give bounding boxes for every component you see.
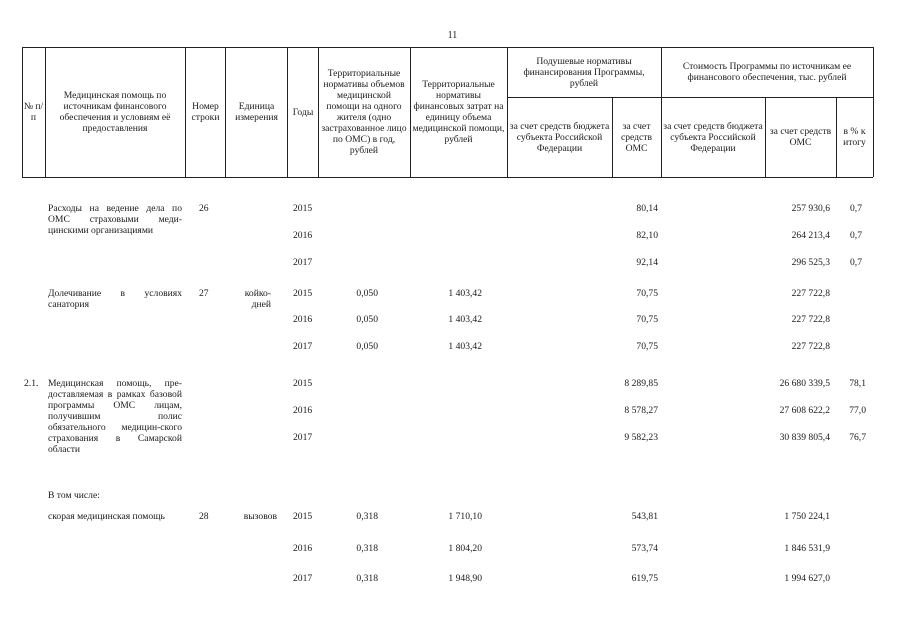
cost-pct: 78,1: [849, 378, 866, 389]
unit: вызовов: [243, 511, 277, 522]
row-number: 27: [199, 288, 209, 299]
per-capita-oms: 8 578,27: [624, 405, 658, 416]
cost-pct: 77,0: [849, 405, 866, 416]
cost-pct: 0,7: [850, 203, 862, 214]
cost-oms: 296 525,3: [791, 257, 830, 268]
year: 2016: [293, 543, 313, 554]
unit: койко-дней: [244, 288, 271, 310]
year: 2015: [293, 288, 313, 299]
header-cost-group: Стоимость Программы по источникам ее финансового обеспечения, тыс. рублей: [682, 61, 852, 83]
header-row-number: Номер строки: [191, 101, 220, 123]
header-cost-pct: в % к итогу: [843, 126, 866, 148]
year: 2015: [293, 511, 313, 522]
cost-oms: 227 722,8: [791, 314, 830, 325]
cost-oms: 1 750 224,1: [784, 511, 830, 522]
year: 2017: [293, 341, 313, 352]
cost-oms: 27 608 622,2: [779, 405, 830, 416]
norm-cost: 1 403,42: [448, 314, 482, 325]
norm-volume: 0,318: [356, 573, 378, 584]
norm-volume: 0,050: [356, 341, 378, 352]
year: 2017: [293, 257, 313, 268]
year: 2017: [293, 573, 313, 584]
header-num: № п/п: [23, 101, 44, 123]
per-capita-oms: 92,14: [636, 257, 658, 268]
header-per-capita-oms: за счет средств ОМС: [620, 120, 653, 154]
per-capita-oms: 70,75: [636, 288, 658, 299]
year: 2016: [293, 405, 313, 416]
year: 2017: [293, 432, 313, 443]
cost-oms: 1 994 627,0: [784, 573, 830, 584]
per-capita-oms: 82,10: [636, 230, 658, 241]
year: 2015: [293, 378, 313, 389]
per-capita-oms: 70,75: [636, 314, 658, 325]
header-terr-norm-volume: Территориальные нормативы объемов медицинской помощи на одного жителя (одно застрахованное лицо по ОМС) в год, рублей: [321, 68, 407, 156]
norm-cost: 1 948,90: [448, 573, 482, 584]
in-that-number-label: В том числе:: [48, 490, 100, 501]
norm-cost: 1 710,10: [448, 511, 482, 522]
header-care: Медицинская помощь по источникам финансового обеспечения и условиям её предоставления: [59, 90, 171, 134]
per-capita-oms: 70,75: [636, 341, 658, 352]
care-name: Расходы на ведение дела по ОМС страховыми меди-цинскими организациями: [48, 203, 182, 236]
norm-cost: 1 804,20: [448, 543, 482, 554]
norm-cost: 1 403,42: [448, 341, 482, 352]
header-per-capita-group: Подушевые нормативы финансирования Программы, рублей: [523, 55, 645, 89]
cost-pct: 76,7: [849, 432, 866, 443]
care-name: скорая медицинская помощь: [48, 511, 165, 522]
row-index: 2.1.: [24, 378, 39, 389]
row-number: 26: [199, 203, 209, 214]
norm-volume: 0,318: [356, 543, 378, 554]
header-cost-budget: за счет средств бюджета субъекта Российской Федерации: [663, 120, 763, 154]
norm-cost: 1 403,42: [448, 288, 482, 299]
header-years: Годы: [292, 106, 314, 118]
cost-oms: 264 213,4: [791, 230, 830, 241]
row-number: 28: [199, 511, 209, 522]
year: 2016: [293, 230, 313, 241]
per-capita-oms: 9 582,23: [624, 432, 658, 443]
per-capita-oms: 8 289,85: [624, 378, 658, 389]
care-name: Медицинская помощь, пре-доставляемая в рамках базовой программы ОМС лицам, получившим полис обязательного медицин-ского страхования в Самарской области: [48, 378, 182, 455]
cost-oms: 257 930,6: [791, 203, 830, 214]
cost-oms: 1 846 531,9: [784, 543, 830, 554]
per-capita-oms: 619,75: [631, 573, 658, 584]
norm-volume: 0,050: [356, 288, 378, 299]
care-name: Долечивание в условиях санатория: [48, 288, 182, 310]
cost-oms: 30 839 805,4: [779, 432, 830, 443]
header-cost-oms: за счет средств ОМС: [769, 126, 832, 148]
norm-volume: 0,050: [356, 314, 378, 325]
per-capita-oms: 573,74: [631, 543, 658, 554]
header-unit: Единица измерения: [235, 101, 278, 123]
header-terr-norm-cost: Территориальные нормативы финансовых затрат на единицу объема медицинской помощи, рублей: [412, 79, 505, 145]
page-number: 11: [447, 30, 458, 41]
norm-volume: 0,318: [356, 511, 378, 522]
header-per-capita-budget: за счет средств бюджета субъекта Российской Федерации: [509, 120, 610, 154]
year: 2015: [293, 203, 313, 214]
per-capita-oms: 80,14: [636, 203, 658, 214]
cost-pct: 0,7: [850, 230, 862, 241]
cost-oms: 227 722,8: [791, 341, 830, 352]
cost-pct: 0,7: [850, 257, 862, 268]
year: 2016: [293, 314, 313, 325]
per-capita-oms: 543,81: [631, 511, 658, 522]
cost-oms: 26 680 339,5: [779, 378, 830, 389]
cost-oms: 227 722,8: [791, 288, 830, 299]
